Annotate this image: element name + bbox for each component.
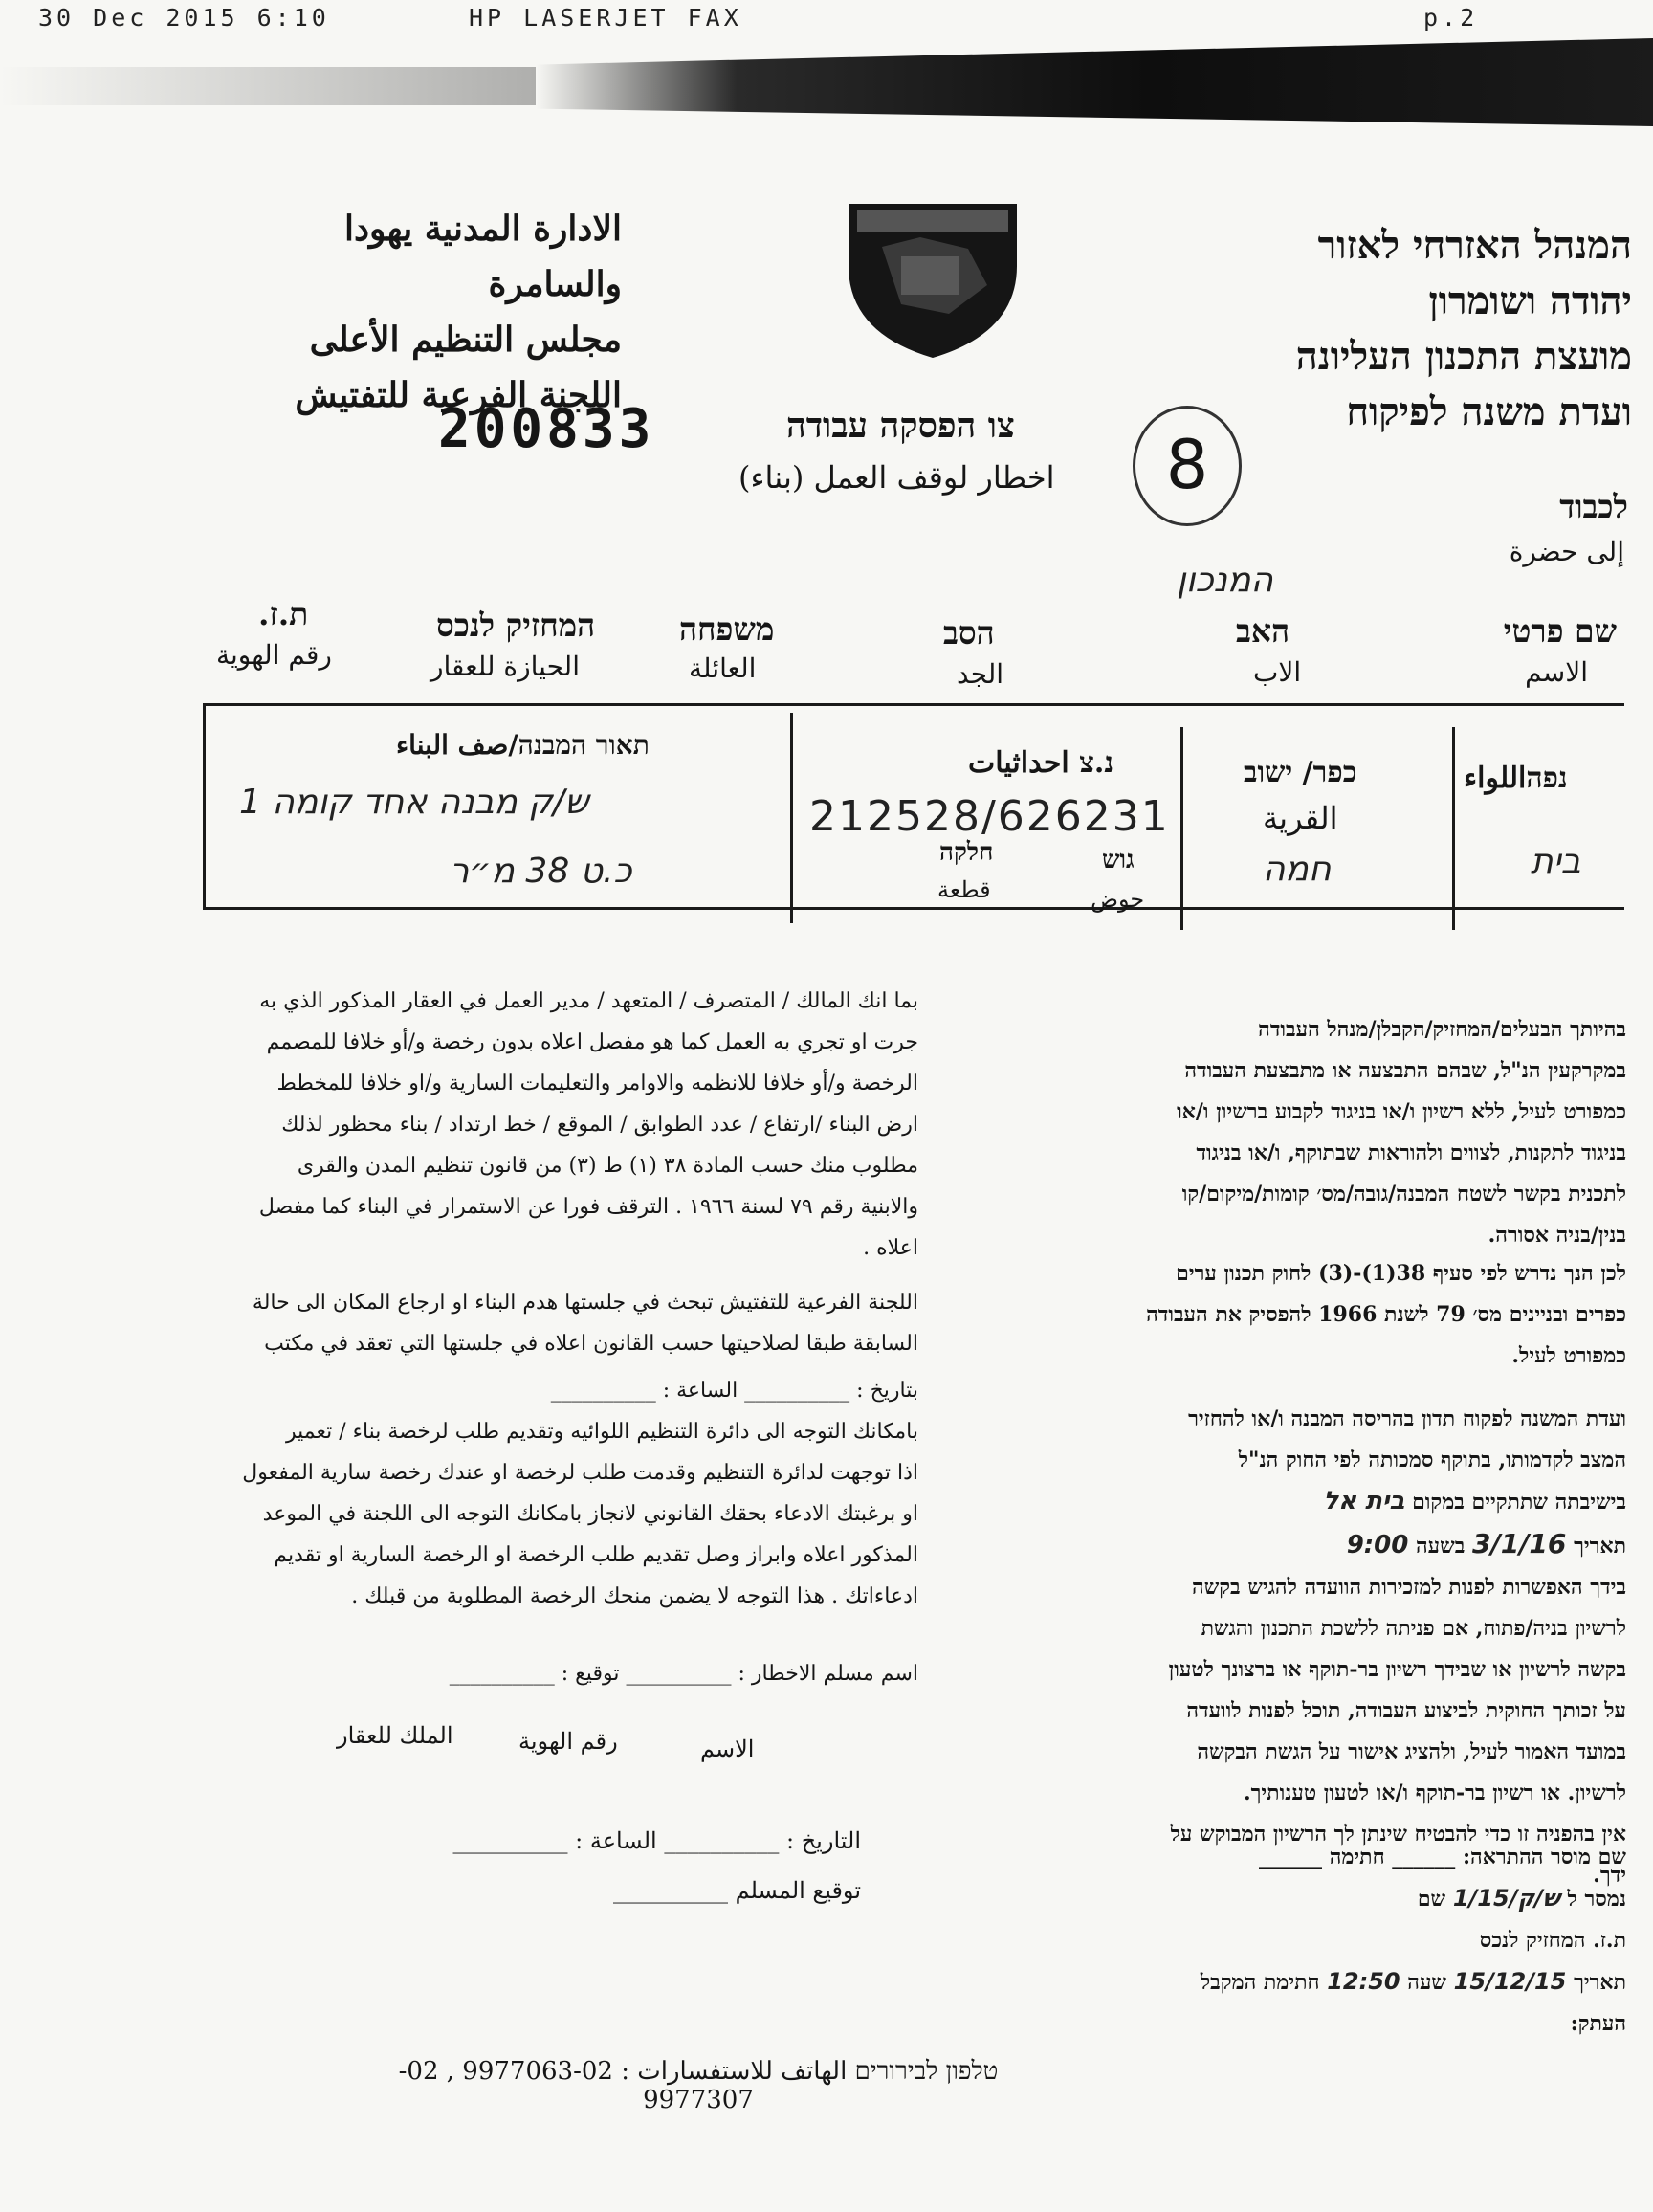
village-value: חמה [1263,850,1332,889]
coords-label: נ.צ احداثيات [968,746,1114,780]
hebrew-header-line: ועדת משנה לפיקוח [1346,389,1632,434]
text-line: אין בהפניה זו כדי להבטיח שינתן לך הרשיון המבוקש על [1170,1822,1626,1847]
text-line: ارض البناء /ارتفاع / عدد الطوابق / الموقع / خط ارتداد / بناء محظور لذلك [281,1113,918,1137]
order-title-ar: اخطار لوقف العمل (بناء) [738,459,1055,496]
text-line: כמפורט לעיל, ללא רשיון ו/או בניגוד לקבוע ברשיון ו/או [1177,1099,1626,1124]
family-label-ar: العائلة [689,653,757,684]
district-label-he: נפה [1526,762,1568,795]
text-line: ועדת המשנה לפקוח תדון בהריסה המבנה ו/או להחזיר [1188,1406,1626,1431]
first-name-label-ar: الاسم [1525,656,1588,688]
text-line: مطلوب منك حسب المادة ٣٨ (١) ط (٣) من قانون تنظيم المدن والقرى [297,1154,918,1178]
fax-page: p.2 [1423,4,1479,32]
fax-date: 30 Dec 2015 6:10 [38,4,330,32]
holder-label-2: המחזיק לנכס [1479,1928,1586,1953]
id-label-ar: رقم الهوية [216,639,332,671]
text-line: העתק: [1570,2011,1626,2036]
text-line: לרשיון בניה/פתוח, אם פניתה ללשכת התכנון והגשת [1201,1616,1626,1641]
district-label-ar: اللواء [1464,762,1527,795]
father-label: האב [1236,612,1290,650]
text-line: כמפורט לעיל. [1511,1343,1626,1368]
text-line: اذا توجهت لدائرة التنظيم وقدمت طلب لرخصة او عندك رخصة سارية المفعول [242,1461,918,1485]
meeting-time-hand: 9:00 [1346,1531,1409,1559]
grandfather-label: הסב [943,614,995,652]
scan-band [536,38,1653,126]
text-line: שם מוסר ההתראה: ______ חתימה ______ [1259,1845,1626,1869]
text-line: לתכנית בקשר לשטח המבנה/גובה/מס׳ קומות/מיקום/קו [1181,1182,1626,1206]
description-line2: כ.ט 38 מ״ר [450,852,632,891]
receiver-signature-label: חתימת המקבל [1200,1970,1320,1995]
text-line: بتاريخ : __________ الساعة : __________ [550,1379,918,1403]
date-label: תאריך [1574,1970,1626,1995]
name-label: שם [1417,1887,1446,1912]
arabic-signature-line: توقيع المسلم __________ [612,1877,861,1904]
text-line: او برغبتك الادعاء بحقك القانوني لانجاز بامكانك التوجه الى اللجنة في الموعد [262,1502,918,1526]
village-label-ar: القرية [1263,800,1338,836]
table-left-line [203,703,206,910]
scan-shadow [0,67,536,105]
parcel-label-ar: قطعة [937,876,991,903]
fax-device: HP LASERJET FAX [469,4,742,32]
arabic-paragraph-1 [143,981,918,1269]
table-divider [790,713,793,923]
delivered-to-label: נמסר ל [1567,1887,1626,1912]
first-name-label: שם פרטי [1503,612,1617,650]
emblem-shield-icon [844,199,1022,362]
family-label: משפחה [679,610,775,648]
id-fields [124,593,1617,698]
arabic-header [220,201,622,423]
table-divider [1452,727,1455,930]
addressee-label-he: לכבוד [1559,488,1628,525]
meeting-date-label: תאריך [1574,1534,1626,1559]
description-line1: ש/ק מבנה אחד קומה 1 [239,783,589,822]
delivered-hand: ש/ק/1/15 [1452,1885,1560,1912]
text-line: جرت او تجري به العمل كما هو مفصل اعلاه بدون رخصة و/أو خلافا للمصمم [266,1030,918,1054]
arabic-header-line: مجلس التنظيم الأعلى [309,320,622,360]
time-label: שעה [1407,1970,1446,1995]
father-label-ar: الاب [1253,656,1302,688]
arabic-paragraph-3 [143,1370,918,1617]
text-line: بامكانك التوجه الى دائرة التنظيم اللوائيه وتقديم طلب لرخصة بناء / تعمير [285,1420,918,1444]
text-line: السابقة طبقا لصلاحيتها حسب القانون اعلاه في جلستها التي تعقد في مكتب [264,1332,918,1356]
meeting-place-hand: בית אל [1323,1487,1405,1515]
receiver-name-col: الاسم [700,1736,755,1762]
addressee-name-handwritten: המנכון [1177,561,1274,600]
text-line: الرخصة و/أو خلافا للانظمه والاوامر والتعليمات السارية و/او خلافا للمخطط [276,1072,918,1095]
footer-phones: טלפון לבירורים الهاتف للاستفسارات : 02-9977063 , 02-9977307 [398,2057,999,2114]
arabic-header-line: والسامرة [488,264,622,304]
district-label [1464,762,1568,795]
meeting-time-label: בשעה [1416,1534,1466,1559]
text-line: ידך. [1593,1863,1626,1888]
text-line [957,1523,1626,1567]
text-line: المذكور اعلاه وابراز وصل تقديم طلب الرخصة او الرخصة السارية او تقديم [274,1543,918,1567]
table-divider [1180,727,1183,930]
text-line: اللجنة الفرعية للتفتيش تبحث في جلستها هدم البناء او ارجاع المكان الى حالة [252,1291,918,1315]
text-line [957,1878,1626,1920]
receiver-id-col: رقم الهوية [518,1728,618,1755]
text-line: לכן הנך נדרש לפי סעיף 38(1)-(3) לחוק תכנון ערים [1176,1261,1626,1286]
district-value: בית [1531,842,1581,881]
text-line: על זכותך החוקית לביצוע העבודה, תוכל לפנות לוועדה [1186,1698,1626,1723]
coords-value: 212528/626231 [809,792,1170,841]
date-hand: 15/12/15 [1453,1968,1567,1995]
meeting-date-hand: 3/1/16 [1472,1528,1567,1559]
circled-mark: 8 [1133,406,1242,526]
arabic-header-line: اللجنة الفرعية للتفتيش [295,375,622,415]
arabic-deliverer: اسم مسلم الاخطار : __________ توقيع : __________ [449,1662,918,1686]
hebrew-paragraph-3 [957,1399,1626,1896]
text-line: ادعاءاتك . هذا التوجه لا يضمن منحك الرخصة المطلوبة من قبلك . [351,1584,918,1608]
receiver-owner-col: الملك للعقار [337,1722,453,1749]
text-line: כפרים ובניינים מס׳ 79 לשנת 1966 להפסיק את העבודה [1146,1302,1626,1327]
text-line: والابنية رقم ٧٩ لسنة ١٩٦٦ . الترقف فورا عن الاستمرار في البناء كما مفصل [258,1195,918,1219]
text-line: לרשיון. או רשיון בר-תוקף ו/או לטעון טענותיך. [1243,1781,1626,1805]
text-line: בידך האפשרות לפנות למזכירות הוועדה להגיש בקשה [1192,1575,1626,1600]
hebrew-header-line: מועצת התכנון העליונה [1295,334,1632,379]
text-line: במקרקעין הנ"ל, שבהם התבצעה או מתבצעת העבודה [1184,1058,1626,1083]
text-line: اعلاه . [863,1236,918,1260]
time-hand: 12:50 [1327,1968,1400,1995]
text-line [957,1961,1626,2003]
table-top-line [203,703,1624,706]
addressee-label-ar: إلى حضرة [1509,536,1624,567]
text-line: בקשה לרשיון או שבידך רשיון בר-תוקף או ברצונך לטעון [1168,1657,1626,1682]
village-label: כפר/ ישוב [1244,756,1357,789]
block-label-ar: حوض [1091,886,1145,913]
order-number: 200833 [438,398,655,460]
meeting-place-label: בישיבתה שתתקיים במקום [1412,1490,1626,1515]
hebrew-paragraph-2 [957,1253,1626,1377]
text-line: המצב לקדמותו, בתוקף סמכותה לפי החוק הנ"ל [1238,1448,1626,1472]
holder-label-ar: الحيازة للعقار [430,651,580,682]
grandfather-label-ar: الجد [957,658,1004,690]
id-label: ת.ז. [258,595,309,632]
text-line [957,1920,1626,1961]
text-line: במועד האמור לעיל, ולהציג אישור על הגשת הבקשה [1197,1739,1626,1764]
hebrew-header [1296,218,1632,440]
holder-label: המחזיק לנכס [436,607,596,644]
id-label-2: ת.ז. [1593,1928,1626,1953]
arabic-header-line: الادارة المدنية يهودا [344,209,622,249]
signature-label: חתימה [1329,1845,1385,1869]
hebrew-handover [957,1837,1626,2045]
text-line: בניגוד לתקנות, לצווים ולהוראות שבתוקף, ו/או בניגוד [1196,1140,1626,1165]
deliverer-label: שם מוסר ההתראה: [1462,1845,1626,1869]
text-line: بما انك المالك / المتصرف / المتعهد / مدير العمل في العقار المذكور الذي به [259,989,918,1013]
arabic-date-line: التاريخ : __________ الساعة : __________ [452,1827,861,1854]
block-label: גוש [1102,846,1135,874]
text-line: בנין/בניה אסורה. [1488,1223,1626,1248]
arabic-paragraph-2 [143,1282,918,1364]
hebrew-header-line: המנהל האזרחי לאזור [1317,223,1632,268]
hebrew-header-line: יהודה ושומרון [1428,278,1632,323]
table-bottom-line [203,907,1624,910]
text-line [957,1481,1626,1523]
order-title-he: צו הפסקה עבודה [786,406,1015,446]
hebrew-paragraph-1 [957,1009,1626,1256]
description-label: תאור המבנה/صف البناء [396,729,650,761]
text-line: בהיותך הבעלים/המחזיק/הקבלן/מנהל העבודה [1258,1017,1626,1042]
parcel-label: חלקה [939,838,994,867]
